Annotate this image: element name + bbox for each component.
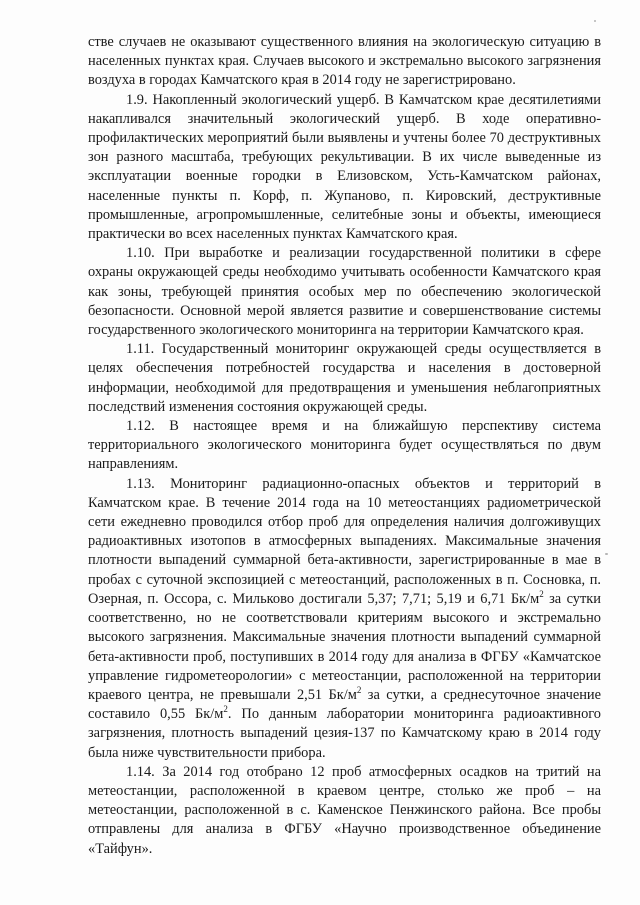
paragraph-text: 1.10. При выработке и реализации государственной политики в сфере охраны окружающей среды необходимо учитывать особенности Камчатского края как зоны, требующей принятия особых мер по обеспечению экологической безопасности. Основной мерой является развитие и совершенствование системы государственного экологического мониторинга на территории Камчатского края. — [88, 245, 601, 339]
scan-speck — [605, 553, 608, 555]
paragraph-text: 1.12. В настоящее время и на ближайшую перспективу система территориального экологического мониторинга будет осуществляться по двум направлениям. — [88, 418, 601, 473]
paragraph-text: 1.9. Накопленный экологический ущерб. В Камчатском крае десятилетиями накапливался значительный экологический ущерб. В ходе оперативно-профилактических мероприятий были выявлены и учтены более 70 деструктивных зон разного масштаба, требующих рекультивации. В их числе выведенные из эксплуатации военные городки в Елизовском, Усть-Камчатском районах, населенные пункты п. Корф, п. Жупаново, п. Кировский, деструктивные промышленные, агропромышленные, селитебные зоны и объекты, имеющиеся практически во всех населенных пунктах Камчатского края. — [88, 91, 601, 243]
superscript: 2 — [356, 685, 362, 696]
paragraph-1-10 — [88, 244, 601, 340]
paragraph-continuation — [88, 33, 601, 91]
paragraph-1-9 — [88, 91, 601, 245]
paragraph-1-11 — [88, 340, 601, 417]
paragraph-text: за сутки, а среднесуточное значение составило 0,55 Бк/м — [88, 686, 601, 723]
paragraph-1-14 — [88, 763, 601, 859]
superscript: 2 — [223, 704, 228, 715]
paragraph-text: за сутки соответственно, но не соответствовали критериям высокого и экстремально высокого загрязнения. Максимальные значения плотности выпадений суммарной бета-активности проб, поступивших в 2014 году для анализа в ФГБУ «Камчатское управление гидрометеорологии» с метеостанции, расположенной на территории краевого центра, не превышали 2,51 Бк/м — [88, 590, 601, 703]
paragraph-text: . По данным лаборатории мониторинга радиоактивного загрязнения, плотность выпадений цезия-137 по Камчатскому краю в 2014 году была ниже чувствительности прибора. — [88, 706, 602, 761]
document-body — [88, 33, 601, 859]
paragraph-text: 1.11. Государственный мониторинг окружающей среды осуществляется в целях обеспечения потребностей государства и населения в достоверной информации, необходимой для предотвращения и уменьшения неблагоприятных последствий изменения состояния окружающей среды. — [88, 341, 601, 415]
paragraph-1-12 — [88, 417, 601, 475]
paragraph-text: 1.13. Мониторинг радиационно-опасных объектов и территорий в Камчатском крае. В течение 2014 года на 10 метеостанциях радиометрической сети ежедневно проводился отбор проб для определения наличия долгоживущих радиоактивных изотопов в атмосферных выпадениях. Максимальные значения плотности выпадений суммарной бета-активности, зарегистрированные в мае в пробах с суточной экспозицией с метеостанций, расположенных в п. Сосновка, п. Озерная, п. Оссора, с. Мильково достигали 5,37; 7,71; 5,19 и 6,71 Бк/м — [88, 475, 601, 607]
paragraph-text: 1.14. За 2014 год отобрано 12 проб атмосферных осадков на тритий на метеостанции, расположенной в краевом центре, столько же проб – на метеостанции, расположенной в с. Каменское Пенжинского района. Все пробы отправлены для анализа в ФГБУ «Научно производственное объединение «Тайфун». — [88, 763, 601, 857]
paragraph-text: стве случаев не оказывают существенного влияния на экологическую ситуацию в населенных пунктах края. Случаев высокого и экстремально высокого загрязнения воздуха в городах Камчатского края в 2014 году не зарегистрировано. — [88, 34, 601, 89]
scan-speck — [594, 20, 596, 22]
paragraph-1-13 — [88, 475, 601, 763]
superscript: 2 — [539, 589, 544, 600]
